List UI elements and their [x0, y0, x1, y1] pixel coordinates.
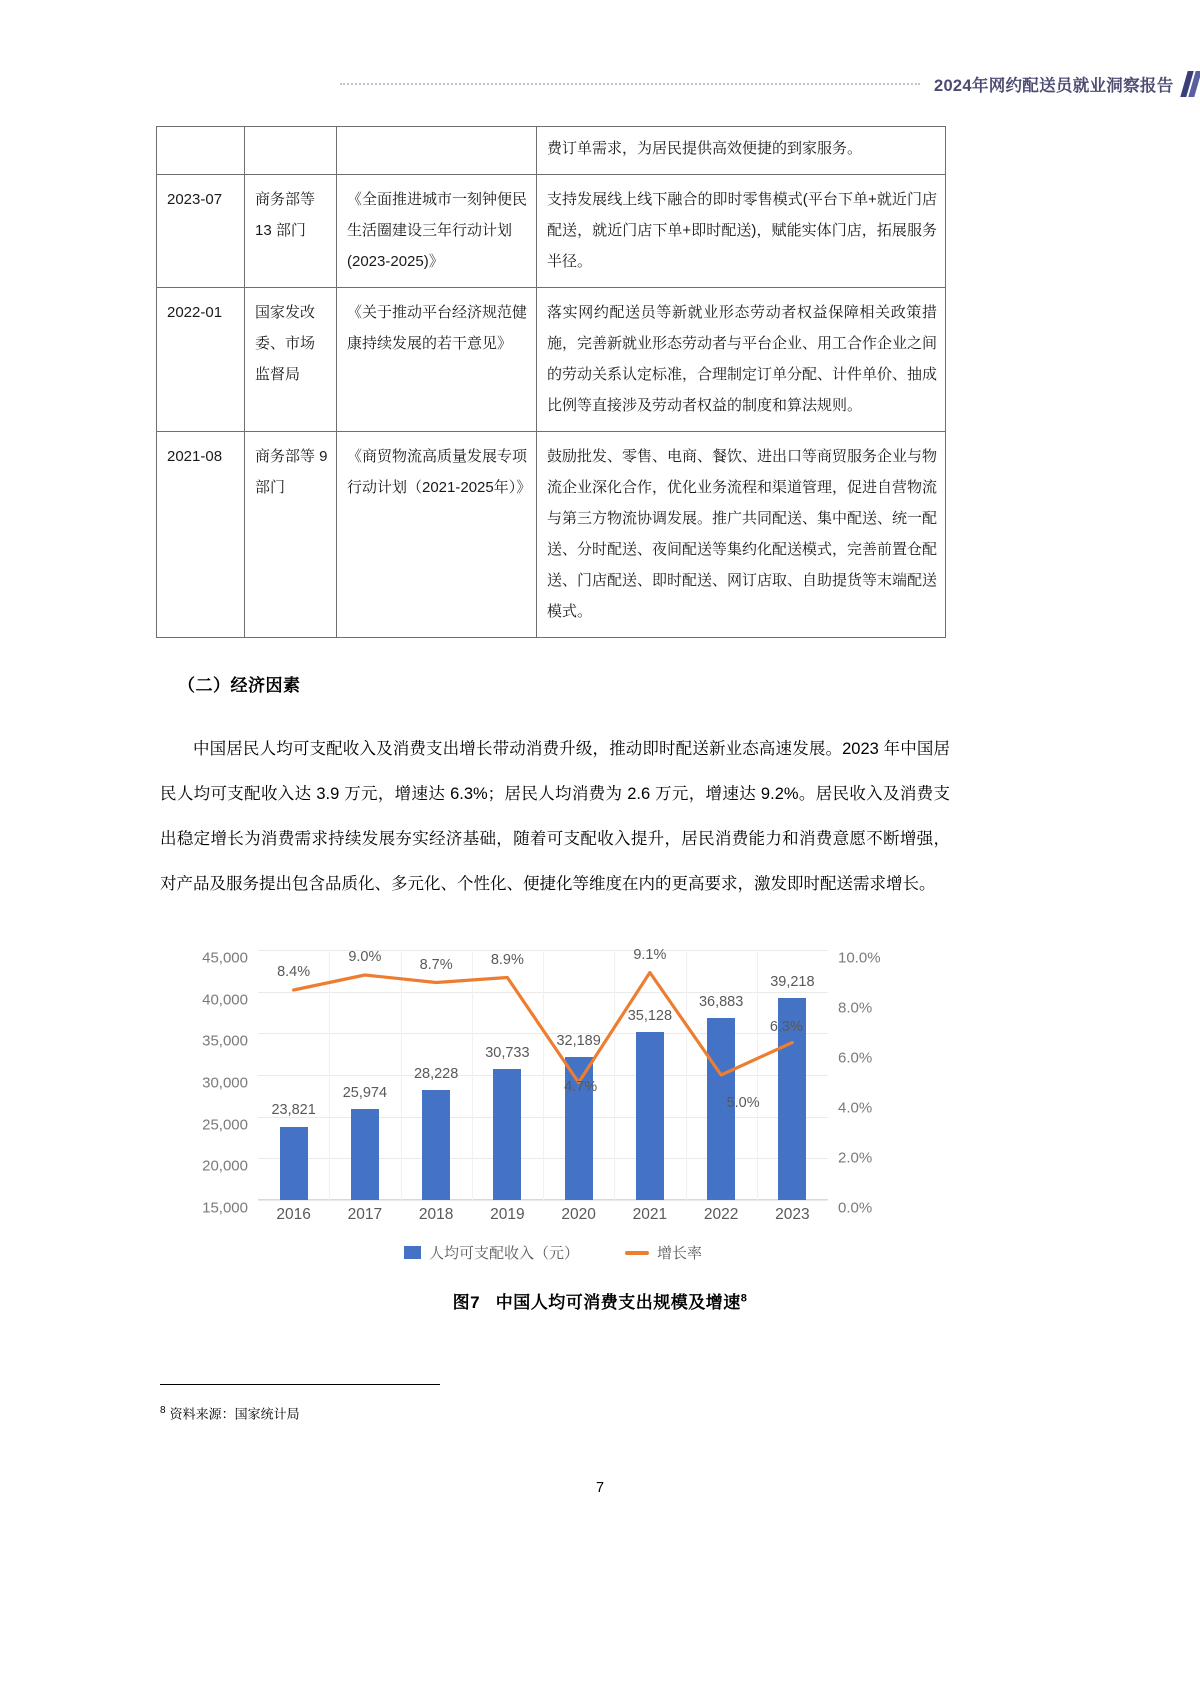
policy-table [156, 126, 946, 638]
y-axis-right-tick: 10.0% [838, 949, 881, 967]
cell-date: 2023-07 [157, 175, 245, 288]
chart-bar-value-label: 23,821 [271, 1102, 316, 1119]
chart-line-value-label: 9.0% [348, 949, 382, 965]
y-axis-right-tick: 6.0% [838, 1049, 873, 1067]
x-axis-tick: 2017 [347, 1206, 383, 1223]
cell-org-continued [245, 127, 337, 175]
legend-swatch-line-icon [625, 1251, 649, 1255]
x-axis-tick: 2016 [276, 1206, 311, 1223]
x-axis-tick: 2023 [775, 1206, 810, 1223]
figure-caption-footnote-marker: 8 [740, 1292, 748, 1305]
figure-caption-label: 图7 [452, 1293, 481, 1312]
x-axis-tick: 2019 [490, 1206, 525, 1223]
legend-label: 人均可支配收入（元） [428, 1245, 579, 1262]
footnote-marker: 8 [160, 1405, 166, 1416]
desc-text: 支持发展线上线下融合的即时零售模式(平台下单+就近门店配送，就近门店下单+即时配送)，赋能实体门店，拓展服务半径。 [547, 191, 937, 270]
chart-figure [178, 942, 928, 1282]
y-axis-left-tick: 25,000 [202, 1116, 248, 1134]
desc-text: 落实网约配送员等新就业形态劳动者权益保障相关政策措施，完善新就业形态劳动者与平台企业、用工合作企业之间的劳动关系认定标准，合理制定订单分配、计件单价、抽成比例等直接涉及劳动者权益的制度和算法规则。 [547, 304, 938, 414]
x-axis-tick: 2020 [561, 1206, 596, 1223]
y-axis-right-tick: 4.0% [838, 1099, 873, 1117]
cell-doc: 《全面推进城市一刻钟便民生活圈建设三年行动计划(2023-2025)》 [337, 175, 537, 288]
cell-doc: 《关于推动平台经济规范健康持续发展的若干意见》 [337, 288, 537, 432]
chart-y-axis-right [838, 949, 918, 1217]
y-axis-left-tick: 35,000 [202, 1032, 248, 1050]
page-number: 7 [595, 1480, 605, 1496]
y-axis-right-tick: 8.0% [838, 999, 873, 1017]
chart-y-axis-left [178, 949, 248, 1217]
cell-date-continued [157, 127, 245, 175]
cell-org: 国家发改委、市场监督局 [245, 288, 337, 432]
x-axis-tick: 2018 [418, 1206, 454, 1223]
chart-bar-value-label: 35,128 [627, 1008, 673, 1025]
y-axis-left-tick: 15,000 [202, 1199, 248, 1217]
legend-item-line [625, 1242, 702, 1263]
desc-text: 费订单需求，为居民提供高效便捷的到家服务。 [547, 140, 863, 157]
chart-line-value-label: 8.7% [419, 956, 453, 973]
chart-line-value-label: 6.3% [769, 1018, 803, 1035]
y-axis-right-tick: 2.0% [838, 1149, 873, 1167]
figure-caption-text: 中国人均可消费支出规模及增速 [495, 1293, 741, 1312]
chart-line-value-label: 4.7% [564, 1078, 598, 1095]
x-axis-tick: 2022 [703, 1206, 739, 1223]
cell-desc [537, 432, 946, 638]
figure-caption [0, 1288, 1200, 1313]
chart-line-value-label: 8.9% [490, 951, 524, 968]
cell-desc [537, 288, 946, 432]
cell-desc-continued [537, 127, 946, 175]
chart-bar-value-label: 25,974 [342, 1084, 388, 1101]
legend-swatch-bar-icon [404, 1246, 421, 1259]
table-row [157, 432, 946, 638]
x-axis-tick: 2021 [632, 1206, 668, 1223]
chart-line-value-label: 8.4% [277, 964, 311, 980]
section-heading: （二）经济因素 [178, 676, 301, 695]
cell-date: 2022-01 [157, 288, 245, 432]
header-dotted-rule [340, 83, 920, 85]
chart-line-value-label: 9.1% [633, 946, 667, 963]
chart-bar-value-label: 36,883 [698, 993, 744, 1010]
chart-line-value-label: 5.0% [726, 1095, 760, 1111]
footnote-text: 资料来源：国家统计局 [169, 1406, 300, 1422]
footnote [160, 1400, 300, 1425]
y-axis-left-tick: 40,000 [202, 991, 248, 1009]
footnote-rule [160, 1384, 440, 1385]
y-axis-left-tick: 20,000 [202, 1157, 248, 1175]
cell-org: 商务部等 9 部门 [245, 432, 337, 638]
header-title: 2024年网约配送员就业洞察报告 [933, 77, 1174, 95]
section-paragraph: 中国居民人均可支配收入及消费支出增长带动消费升级，推动即时配送新业态高速发展。2023 年中国居民人均可支配收入达 3.9 万元，增速达 6.3%；居民人均消费为 2.6 万元，增速达 9.2%。居民收入及消费支出稳定增长为消费需求持续发展夯实经济基础，随着可支配收入提升，居民消费能力和消费意愿不断增强，对产品及服务提出包含品质化、多元化、个性化、便捷化等维度在内的更高要求，激发即时配送需求增长。 [160, 740, 950, 893]
cell-doc: 《商贸物流高质量发展专项行动计划（2021-2025年）》 [337, 432, 537, 638]
legend-label: 增长率 [657, 1245, 703, 1262]
table-row [157, 175, 946, 288]
header-slash-mark-icon [1184, 71, 1200, 97]
cell-desc [537, 175, 946, 288]
chart-bar-value-label: 32,189 [556, 1032, 601, 1049]
cell-doc-continued [337, 127, 537, 175]
cell-date: 2021-08 [157, 432, 245, 638]
cell-org: 商务部等 13 部门 [245, 175, 337, 288]
chart-bar-value-label: 39,218 [770, 974, 815, 991]
page-header [0, 62, 1200, 106]
chart-bar-value-label: 28,228 [413, 1065, 459, 1082]
y-axis-left-tick: 45,000 [202, 949, 248, 967]
y-axis-left-tick: 30,000 [202, 1074, 248, 1092]
desc-text: 鼓励批发、零售、电商、餐饮、进出口等商贸服务企业与物流企业深化合作，优化业务流程和渠道管理，促进自营物流与第三方物流协调发展。推广共同配送、集中配送、统一配送、分时配送、夜间配送等集约化配送模式，完善前置仓配送、门店配送、即时配送、网订店取、自助提货等末端配送模式。 [547, 448, 938, 620]
y-axis-right-tick: 0.0% [838, 1199, 873, 1217]
legend-item-bars [404, 1242, 579, 1263]
chart-bar-value-label: 30,733 [485, 1044, 530, 1061]
table-row [157, 127, 946, 175]
chart-x-axis [258, 942, 828, 1232]
policy-table-wrapper [156, 126, 945, 638]
chart-legend [178, 1242, 928, 1263]
table-row [157, 288, 946, 432]
